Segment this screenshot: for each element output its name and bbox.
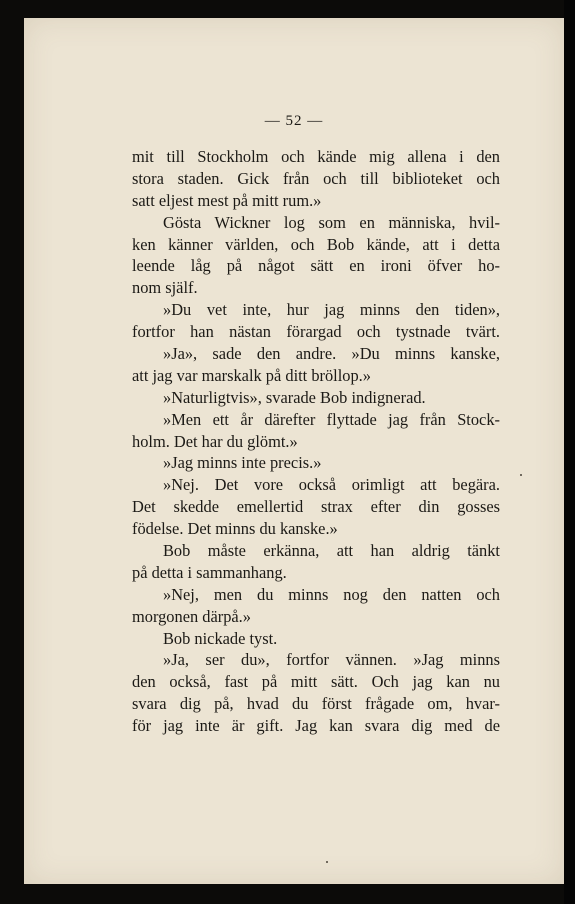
text-line: ken känner världen, och Bob kände, att i detta (132, 234, 500, 254)
page-number: — 52 — (264, 113, 324, 129)
paper-page (24, 18, 564, 884)
text-line: »Nej, men du minns nog den natten och (163, 584, 500, 604)
text-line: morgonen därpå.» (132, 606, 251, 626)
text-line: holm. Det har du glömt.» (132, 431, 298, 451)
text-line: nom själf. (132, 278, 198, 298)
text-line: leende låg på något sätt en ironi öfver ho- (132, 256, 500, 276)
text-line: »Ja, ser du», fortfor vännen. »Jag minns (163, 650, 500, 670)
paper-speck (520, 474, 522, 476)
text-line: »Men ett år därefter flyttade jag från Stock- (163, 409, 500, 429)
text-line: »Du vet inte, hur jag minns den tiden», (163, 300, 500, 320)
text-line: Gösta Wickner log som en människa, hvil- (163, 212, 500, 232)
text-line: fortfor han nästan förargad och tystnade tvärt. (132, 322, 500, 342)
text-line: födelse. Det minns du kanske.» (132, 519, 338, 539)
text-line: på detta i sammanhang. (132, 562, 287, 582)
text-line: Bob nickade tyst. (163, 628, 278, 648)
text-line: »Ja», sade den andre. »Du minns kanske, (163, 344, 500, 364)
body-text (132, 146, 500, 737)
text-line: att jag var marskalk på ditt bröllop.» (132, 365, 371, 385)
text-line: »Jag minns inte precis.» (163, 453, 322, 473)
text-line: Det skedde emellertid strax efter din gosses (132, 497, 500, 517)
paper-speck (326, 861, 328, 863)
text-line: den också, fast på mitt sätt. Och jag kan nu (132, 672, 500, 692)
text-line: för jag inte är gift. Jag kan svara dig med de (132, 716, 500, 736)
text-line: mit till Stockholm och kände mig allena i den (132, 147, 500, 166)
text-line: satt eljest mest på mitt rum.» (132, 190, 322, 210)
text-line: »Naturligtvis», svarade Bob indignerad. (163, 387, 426, 407)
text-line: Bob måste erkänna, att han aldrig tänkt (163, 541, 500, 561)
text-line: stora staden. Gick från och till biblioteket och (132, 168, 500, 188)
text-line: »Nej. Det vore också orimligt att begära. (163, 475, 500, 495)
scan-edge (564, 0, 575, 904)
text-line: svara dig på, hvad du först frågade om, hvar- (132, 694, 500, 714)
